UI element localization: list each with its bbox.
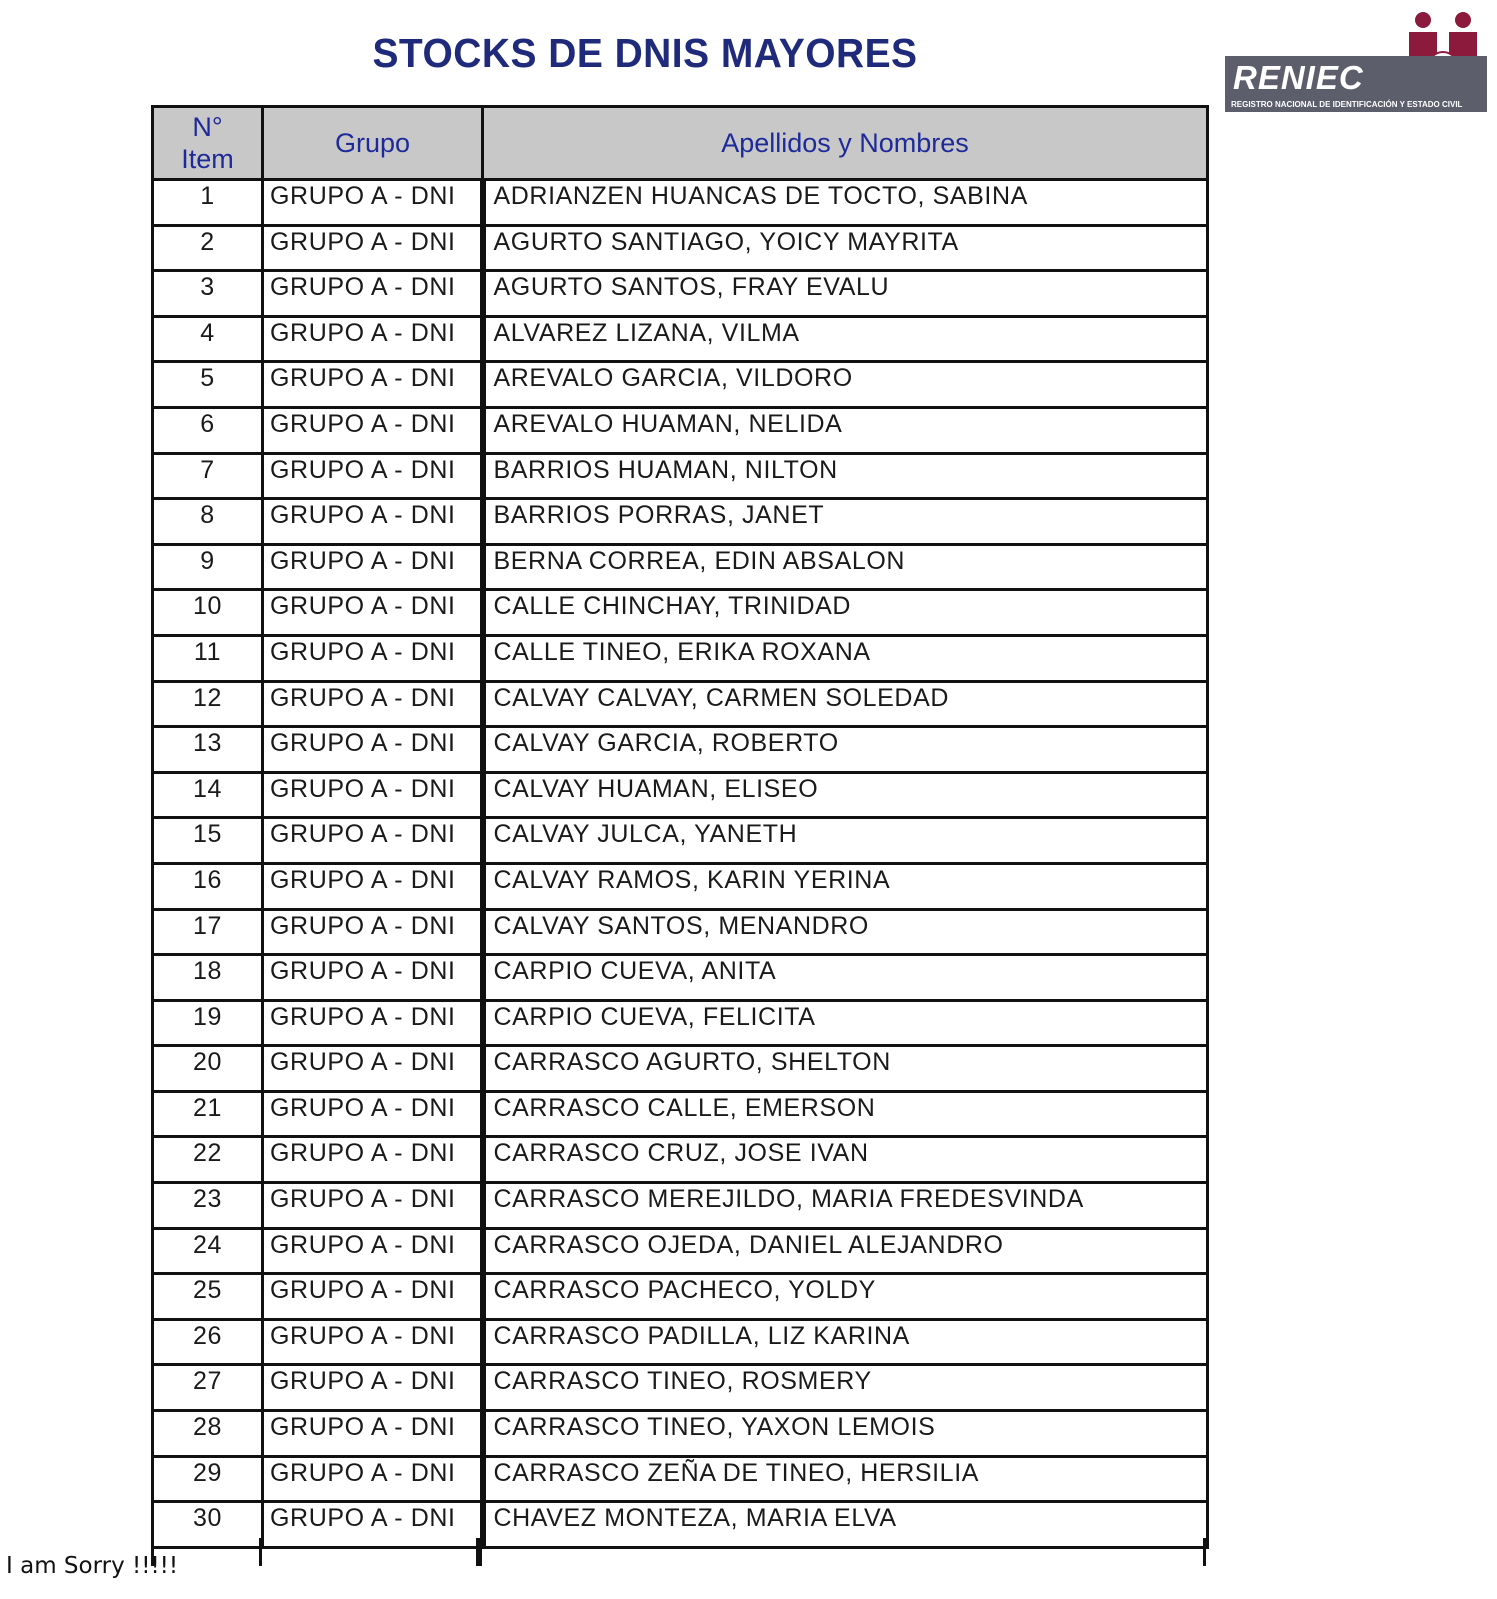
cell-nombre: ADRIANZEN HUANCAS DE TOCTO, SABINA — [483, 180, 1208, 226]
cell-item: 21 — [153, 1091, 263, 1137]
cell-item: 19 — [153, 1000, 263, 1046]
table-row — [153, 1183, 1208, 1229]
cell-item: 13 — [153, 727, 263, 773]
cell-grupo: GRUPO A - DNI — [263, 863, 483, 909]
cell-grupo: GRUPO A - DNI — [263, 499, 483, 545]
cell-item: 23 — [153, 1183, 263, 1229]
cell-item: 8 — [153, 499, 263, 545]
cell-item: 27 — [153, 1365, 263, 1411]
cell-item: 4 — [153, 316, 263, 362]
cell-grupo: GRUPO A - DNI — [263, 1502, 483, 1548]
table-row — [153, 909, 1208, 955]
cell-grupo: GRUPO A - DNI — [263, 1183, 483, 1229]
table-row — [153, 818, 1208, 864]
cell-nombre: BARRIOS PORRAS, JANET — [483, 499, 1208, 545]
cell-nombre: CARRASCO CALLE, EMERSON — [483, 1091, 1208, 1137]
cell-nombre: CALLE TINEO, ERIKA ROXANA — [483, 635, 1208, 681]
table-row — [153, 635, 1208, 681]
table-row — [153, 1046, 1208, 1092]
cell-grupo: GRUPO A - DNI — [263, 453, 483, 499]
cell-nombre: BARRIOS HUAMAN, NILTON — [483, 453, 1208, 499]
table-row — [153, 1274, 1208, 1320]
cell-grupo: GRUPO A - DNI — [263, 1228, 483, 1274]
table-tail — [151, 1538, 1206, 1566]
table-row — [153, 863, 1208, 909]
cell-grupo: GRUPO A - DNI — [263, 772, 483, 818]
tail-line — [259, 1538, 262, 1566]
cell-nombre: CARRASCO TINEO, ROSMERY — [483, 1365, 1208, 1411]
header-item-line1: N° — [192, 112, 223, 142]
table-row — [153, 1091, 1208, 1137]
cell-grupo: GRUPO A - DNI — [263, 407, 483, 453]
cell-item: 15 — [153, 818, 263, 864]
table-row — [153, 407, 1208, 453]
cell-item: 12 — [153, 681, 263, 727]
cell-nombre: CALVAY SANTOS, MENANDRO — [483, 909, 1208, 955]
cell-nombre: CARRASCO ZEÑA DE TINEO, HERSILIA — [483, 1456, 1208, 1502]
reniec-logo — [1225, 8, 1487, 112]
cell-grupo: GRUPO A - DNI — [263, 1365, 483, 1411]
cell-item: 28 — [153, 1411, 263, 1457]
table-row — [153, 727, 1208, 773]
cell-item: 20 — [153, 1046, 263, 1092]
table-row — [153, 225, 1208, 271]
cell-item: 1 — [153, 180, 263, 226]
cell-grupo: GRUPO A - DNI — [263, 225, 483, 271]
table-body — [153, 180, 1208, 1548]
table-row — [153, 180, 1208, 226]
table-row — [153, 544, 1208, 590]
header-item-line2: Item — [181, 144, 234, 174]
cell-nombre: CARRASCO PACHECO, YOLDY — [483, 1274, 1208, 1320]
cell-item: 11 — [153, 635, 263, 681]
cell-grupo: GRUPO A - DNI — [263, 955, 483, 1001]
cell-item: 16 — [153, 863, 263, 909]
cell-nombre: CALVAY CALVAY, CARMEN SOLEDAD — [483, 681, 1208, 727]
cell-item: 7 — [153, 453, 263, 499]
cell-grupo: GRUPO A - DNI — [263, 590, 483, 636]
tail-line — [476, 1538, 482, 1566]
cell-grupo: GRUPO A - DNI — [263, 635, 483, 681]
cell-grupo: GRUPO A - DNI — [263, 1274, 483, 1320]
cell-nombre: CARPIO CUEVA, ANITA — [483, 955, 1208, 1001]
cell-nombre: CARPIO CUEVA, FELICITA — [483, 1000, 1208, 1046]
logo-subtitle: REGISTRO NACIONAL DE IDENTIFICACIÓN Y ESTADO CIVIL — [1231, 100, 1463, 109]
cell-nombre: CALLE CHINCHAY, TRINIDAD — [483, 590, 1208, 636]
table-row — [153, 1456, 1208, 1502]
table-header-row — [153, 107, 1208, 180]
table-row — [153, 1365, 1208, 1411]
cell-nombre: AREVALO GARCIA, VILDORO — [483, 362, 1208, 408]
cell-grupo: GRUPO A - DNI — [263, 1046, 483, 1092]
cell-item: 24 — [153, 1228, 263, 1274]
cell-nombre: AREVALO HUAMAN, NELIDA — [483, 407, 1208, 453]
cell-item: 3 — [153, 271, 263, 317]
footer-note: I am Sorry !!!!! — [6, 1553, 179, 1579]
cell-grupo: GRUPO A - DNI — [263, 271, 483, 317]
table-row — [153, 1137, 1208, 1183]
table-row — [153, 453, 1208, 499]
cell-item: 6 — [153, 407, 263, 453]
cell-nombre: CALVAY GARCIA, ROBERTO — [483, 727, 1208, 773]
table-row — [153, 1411, 1208, 1457]
cell-grupo: GRUPO A - DNI — [263, 544, 483, 590]
cell-nombre: CARRASCO MEREJILDO, MARIA FREDESVINDA — [483, 1183, 1208, 1229]
table-row — [153, 772, 1208, 818]
cell-item: 18 — [153, 955, 263, 1001]
table-row — [153, 681, 1208, 727]
table-row — [153, 316, 1208, 362]
cell-grupo: GRUPO A - DNI — [263, 909, 483, 955]
table-row — [153, 271, 1208, 317]
cell-grupo: GRUPO A - DNI — [263, 1456, 483, 1502]
cell-nombre: CARRASCO PADILLA, LIZ KARINA — [483, 1319, 1208, 1365]
cell-nombre: BERNA CORREA, EDIN ABSALON — [483, 544, 1208, 590]
table-row — [153, 1319, 1208, 1365]
cell-item: 25 — [153, 1274, 263, 1320]
cell-grupo: GRUPO A - DNI — [263, 818, 483, 864]
cell-item: 29 — [153, 1456, 263, 1502]
logo-name: RENIEC — [1233, 59, 1364, 96]
cell-grupo: GRUPO A - DNI — [263, 1137, 483, 1183]
cell-nombre: CALVAY JULCA, YANETH — [483, 818, 1208, 864]
cell-nombre: CARRASCO TINEO, YAXON LEMOIS — [483, 1411, 1208, 1457]
header-grupo: Grupo — [263, 107, 483, 180]
cell-nombre: CHAVEZ MONTEZA, MARIA ELVA — [483, 1502, 1208, 1548]
cell-item: 22 — [153, 1137, 263, 1183]
table-row — [153, 499, 1208, 545]
cell-grupo: GRUPO A - DNI — [263, 1091, 483, 1137]
cell-grupo: GRUPO A - DNI — [263, 727, 483, 773]
header-nombres: Apellidos y Nombres — [483, 107, 1208, 180]
cell-item: 14 — [153, 772, 263, 818]
cell-item: 9 — [153, 544, 263, 590]
cell-nombre: AGURTO SANTOS, FRAY EVALU — [483, 271, 1208, 317]
cell-item: 17 — [153, 909, 263, 955]
cell-nombre: CARRASCO OJEDA, DANIEL ALEJANDRO — [483, 1228, 1208, 1274]
table-row — [153, 1228, 1208, 1274]
cell-grupo: GRUPO A - DNI — [263, 362, 483, 408]
cell-nombre: AGURTO SANTIAGO, YOICY MAYRITA — [483, 225, 1208, 271]
cell-grupo: GRUPO A - DNI — [263, 1319, 483, 1365]
cell-nombre: CALVAY RAMOS, KARIN YERINA — [483, 863, 1208, 909]
cell-item: 30 — [153, 1502, 263, 1548]
table-row — [153, 362, 1208, 408]
header-item — [153, 107, 263, 180]
cell-grupo: GRUPO A - DNI — [263, 681, 483, 727]
table-row — [153, 590, 1208, 636]
cell-nombre: CARRASCO AGURTO, SHELTON — [483, 1046, 1208, 1092]
cell-nombre: ALVAREZ LIZANA, VILMA — [483, 316, 1208, 362]
table-row — [153, 955, 1208, 1001]
document-title: STOCKS DE DNIS MAYORES — [372, 30, 918, 76]
stock-table — [151, 105, 1209, 1549]
cell-item: 5 — [153, 362, 263, 408]
cell-item: 10 — [153, 590, 263, 636]
cell-grupo: GRUPO A - DNI — [263, 1411, 483, 1457]
cell-grupo: GRUPO A - DNI — [263, 180, 483, 226]
cell-nombre: CALVAY HUAMAN, ELISEO — [483, 772, 1208, 818]
cell-nombre: CARRASCO CRUZ, JOSE IVAN — [483, 1137, 1208, 1183]
cell-grupo: GRUPO A - DNI — [263, 316, 483, 362]
cell-item: 2 — [153, 225, 263, 271]
tail-line — [1203, 1538, 1206, 1566]
table-row — [153, 1000, 1208, 1046]
cell-grupo: GRUPO A - DNI — [263, 1000, 483, 1046]
cell-item: 26 — [153, 1319, 263, 1365]
